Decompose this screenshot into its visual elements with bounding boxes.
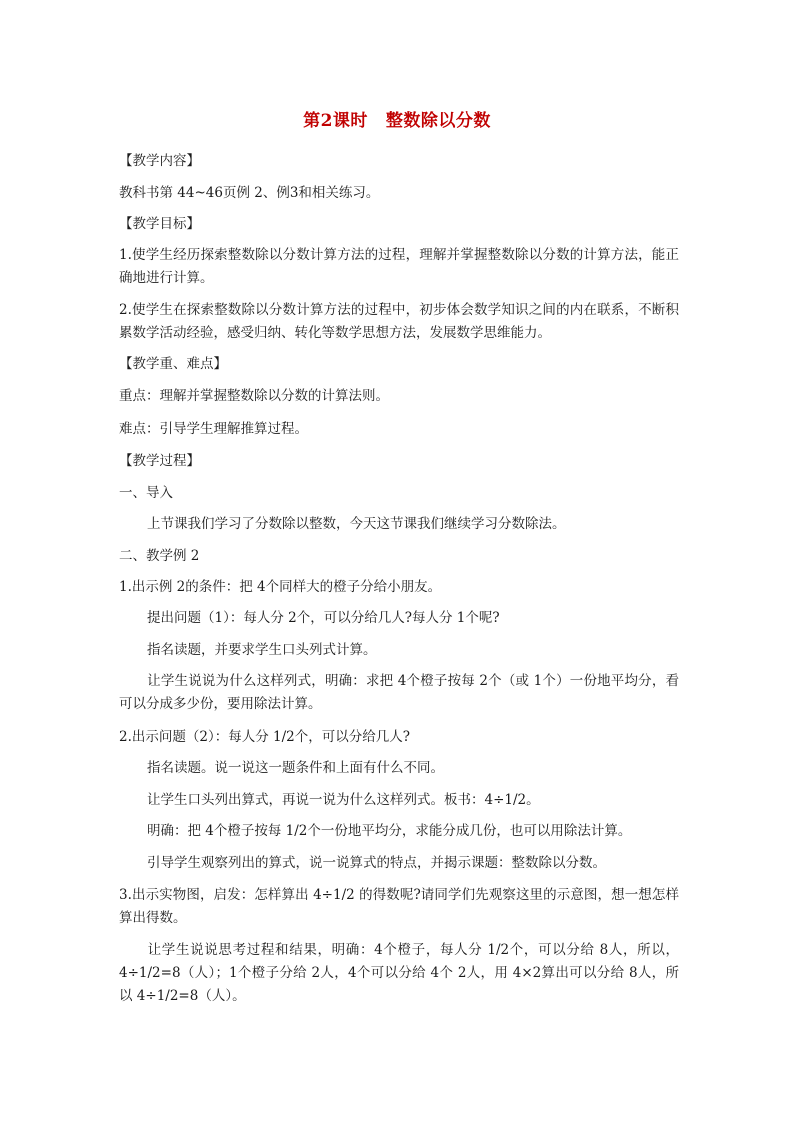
key-point: 重点：理解并掌握整数除以分数的计算法则。 — [119, 388, 389, 404]
step-2-guide: 引导学生观察列出的算式，说一说算式的特点，并揭示课题：整数除以分数。 — [147, 855, 606, 871]
section-heading-key: 【教学重、难点】 — [119, 356, 227, 372]
goal-1: 1.使学生经历探索整数除以分数计算方法的过程，理解并掌握整数除以分数的计算方法，能正确地进行计算。 — [119, 247, 679, 286]
part-1-text: 上节课我们学习了分数除以整数，今天这节课我们继续学习分数除法。 — [147, 516, 566, 532]
step-1-explain-text: 让学生说说为什么这样列式，明确：求把 4个橙子按每 2个（或 1个）一份地平均分，看可以分成多少份，要用除法计算。 — [119, 673, 679, 712]
lesson-topic: 整数除以分数 — [385, 111, 491, 131]
step-1-explain — [119, 670, 679, 716]
content-text: 教科书第 44~46页例 2、例3和相关练习。 — [119, 185, 380, 201]
section-heading-goals: 【教学目标】 — [119, 216, 200, 232]
part-1-title: 一、导入 — [119, 485, 173, 501]
step-2-read: 指名读题。说一说这一题条件和上面有什么不同。 — [147, 760, 444, 776]
step-1-question: 提出问题（1）：每人分 2个，可以分给几人?每人分 1个呢? — [147, 610, 500, 626]
part-2-title: 二、教学例 2 — [119, 548, 200, 564]
lesson-number: 第2课时 — [303, 111, 368, 131]
difficult-point: 难点：引导学生理解推算过程。 — [119, 421, 308, 437]
step-1: 1.出示例 2的条件：把 4个同样大的橙子分给小朋友。 — [119, 579, 442, 595]
page-title — [0, 106, 794, 131]
step-2-oral: 让学生口头列出算式，再说一说为什么这样列式。板书：4÷1/2。 — [147, 792, 540, 808]
section-heading-content: 【教学内容】 — [119, 153, 200, 169]
step-1-read: 指名读题，并要求学生口头列式计算。 — [147, 642, 377, 658]
section-heading-process: 【教学过程】 — [119, 453, 200, 469]
step-3-explain — [119, 939, 679, 1008]
step-3-explain-text: 让学生说说思考过程和结果，明确：4个橙子，每人分 1/2个，可以分给 8人，所以，4÷1/2=8（人）；1个橙子分给 2人，4个可以分给 4个 2人，用 4×2算出可以分给 8人，所以 4÷1/2=8（人）。 — [119, 942, 679, 1004]
step-3: 3.出示实物图，启发：怎样算出 4÷1/2 的得数呢?请同学们先观察这里的示意图，想一想怎样算出得数。 — [119, 887, 679, 926]
goal-2: 2.使学生在探索整数除以分数计算方法的过程中，初步体会数学知识之间的内在联系，不断积累数学活动经验，感受归纳、转化等数学思想方法，发展数学思维能力。 — [119, 302, 679, 341]
step-2-clear: 明确：把 4个橙子按每 1/2个一份地平均分，求能分成几份，也可以用除法计算。 — [147, 823, 632, 839]
step-2: 2.出示问题（2）：每人分 1/2个，可以分给几人? — [119, 729, 410, 745]
